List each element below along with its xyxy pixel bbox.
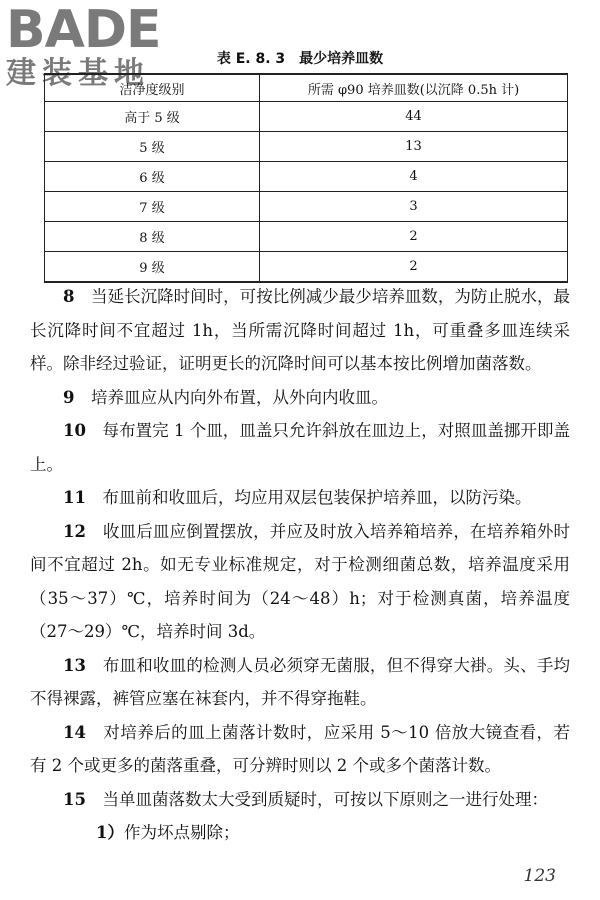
body-text — [30, 280, 570, 850]
clause-text: 对培养后的皿上菌落计数时，应采用 5～10 倍放大镜查看，若有 2 个或更多的菌落重叠，可分辨时则以 2 个或多个菌落计数。 — [30, 722, 571, 775]
cell-class: 7 级 — [45, 192, 260, 222]
clause-12 — [30, 515, 570, 649]
table-header-row — [45, 74, 568, 102]
clause-number: 15 — [63, 789, 86, 809]
clause-number: 12 — [63, 521, 86, 541]
cell-class: 5 级 — [45, 132, 260, 162]
cell-class: 8 级 — [45, 222, 260, 252]
cell-count: 2 — [260, 222, 568, 252]
clause-text: 当单皿菌落数太大受到质疑时，可按以下原则之一进行处理： — [102, 789, 548, 809]
cell-count: 44 — [260, 102, 568, 132]
clause-number: 13 — [63, 655, 86, 675]
table-row — [45, 252, 568, 283]
logo-subtitle: 建装基地 — [6, 56, 150, 91]
header-cleanliness-class: 洁净度级别 — [45, 74, 260, 102]
clause-number: 9 — [63, 387, 75, 407]
min-petri-dish-table — [44, 73, 568, 283]
table-row — [45, 162, 568, 192]
table-row — [45, 132, 568, 162]
clause-number: 8 — [63, 287, 75, 306]
list-item-text: 作为坏点剔除； — [123, 823, 240, 842]
clause-text: 每布置完 1 个皿，皿盖只允许斜放在皿边上，对照皿盖挪开即盖上。 — [30, 421, 570, 474]
table-title: 表 E. 8. 3 最少培养皿数 — [216, 51, 384, 67]
cell-count: 2 — [260, 252, 568, 283]
cell-class: 6 级 — [45, 162, 260, 192]
clause-text: 当延长沉降时间时，可按比例减少最少培养皿数，为防止脱水，最长沉降时间不宜超过 1h，当所需沉降时间超过 1h，可重叠多皿连续采样。除非经过验证，证明更长的沉降时间可以基本按比例增加菌落数。 — [30, 287, 571, 373]
cell-class: 高于 5 级 — [45, 102, 260, 132]
clause-10 — [30, 414, 570, 481]
list-item — [30, 816, 570, 850]
table-row — [45, 192, 568, 222]
clause-text: 培养皿应从内向外布置，从外向内收皿。 — [90, 387, 388, 407]
clause-text: 布皿前和收皿后，均应用双层包装保护培养皿，以防污染。 — [102, 488, 532, 507]
clause-text: 收皿后皿应倒置摆放，并应及时放入培养箱培养，在培养箱外时间不宜超过 2h。如无专业标准规定，对于检测细菌总数，培养温度采用（35～37）℃，培养时间为（24～48）h；对于检测真菌，培养温度（27～29）℃，培养时间 3d。 — [30, 521, 571, 641]
cell-class: 9 级 — [45, 252, 260, 283]
clause-number: 11 — [63, 488, 86, 507]
clause-number: 10 — [63, 421, 86, 440]
clause-15 — [30, 783, 570, 817]
list-item-number: 1） — [96, 823, 124, 842]
clause-text: 布皿和收皿的检测人员必须穿无菌服，但不得穿大褂。头、手均不得裸露，裤管应塞在袜套内，并不得穿拖鞋。 — [30, 655, 571, 708]
clause-14 — [30, 716, 570, 783]
clause-8 — [30, 280, 570, 381]
logo-wordmark: BADE — [6, 0, 161, 60]
cell-count: 13 — [260, 132, 568, 162]
clause-number: 14 — [63, 722, 86, 742]
header-dish-count: 所需 φ90 培养皿数(以沉降 0.5h 计) — [260, 74, 568, 102]
cell-count: 3 — [260, 192, 568, 222]
page-number: 123 — [523, 866, 556, 886]
clause-13 — [30, 649, 570, 716]
table-row — [45, 102, 568, 132]
clause-9 — [30, 381, 570, 415]
clause-11 — [30, 481, 570, 515]
cell-count: 4 — [260, 162, 568, 192]
table-row — [45, 222, 568, 252]
